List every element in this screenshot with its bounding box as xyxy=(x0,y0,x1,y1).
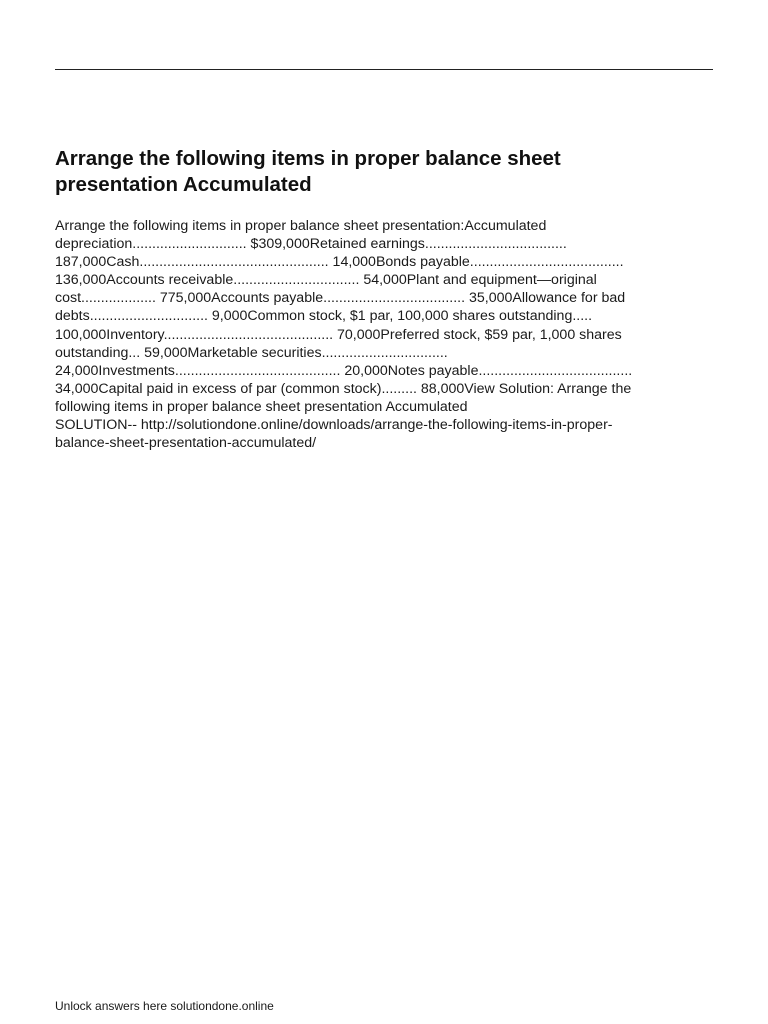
title-line: presentation Accumulated xyxy=(55,173,312,196)
document-title xyxy=(55,146,695,198)
header-divider xyxy=(55,69,713,70)
body-line: Arrange the following items in proper balance sheet presentation:Accumulated xyxy=(55,218,547,234)
document-body xyxy=(55,217,695,452)
footer-text: Unlock answers here solutiondone.online xyxy=(55,999,274,1013)
body-line: cost................... 775,000Accounts payable.................................... 35,000Allowance for bad xyxy=(55,290,626,307)
body-line: debts.............................. 9,000Common stock, $1 par, 100,000 shares outstanding..... xyxy=(55,308,593,325)
body-line: following items in proper balance sheet presentation Accumulated xyxy=(55,398,468,415)
title-line: Arrange the following items in proper balance sheet xyxy=(55,147,561,170)
body-line: 187,000Cash................................................ 14,000Bonds payable....................................... xyxy=(55,254,624,271)
body-line: 136,000Accounts receivable................................ 54,000Plant and equipment—original xyxy=(55,272,597,289)
body-line: depreciation............................. $309,000Retained earnings.................................... xyxy=(55,236,567,253)
body-line: 100,000Inventory........................................... 70,000Preferred stock, $59 par, 1,000 shares xyxy=(55,326,622,343)
body-line: outstanding... 59,000Marketable securities................................ xyxy=(55,344,448,361)
body-line: 24,000Investments.......................................... 20,000Notes payable....................................... xyxy=(55,362,633,379)
body-line: 34,000Capital paid in excess of par (common stock)......... 88,000View Solution: Arrange the xyxy=(55,380,632,397)
solution-link-line[interactable]: balance-sheet-presentation-accumulated/ xyxy=(55,435,317,452)
solution-link-line[interactable]: SOLUTION-- http://solutiondone.online/downloads/arrange-the-following-items-in-proper- xyxy=(55,417,613,434)
